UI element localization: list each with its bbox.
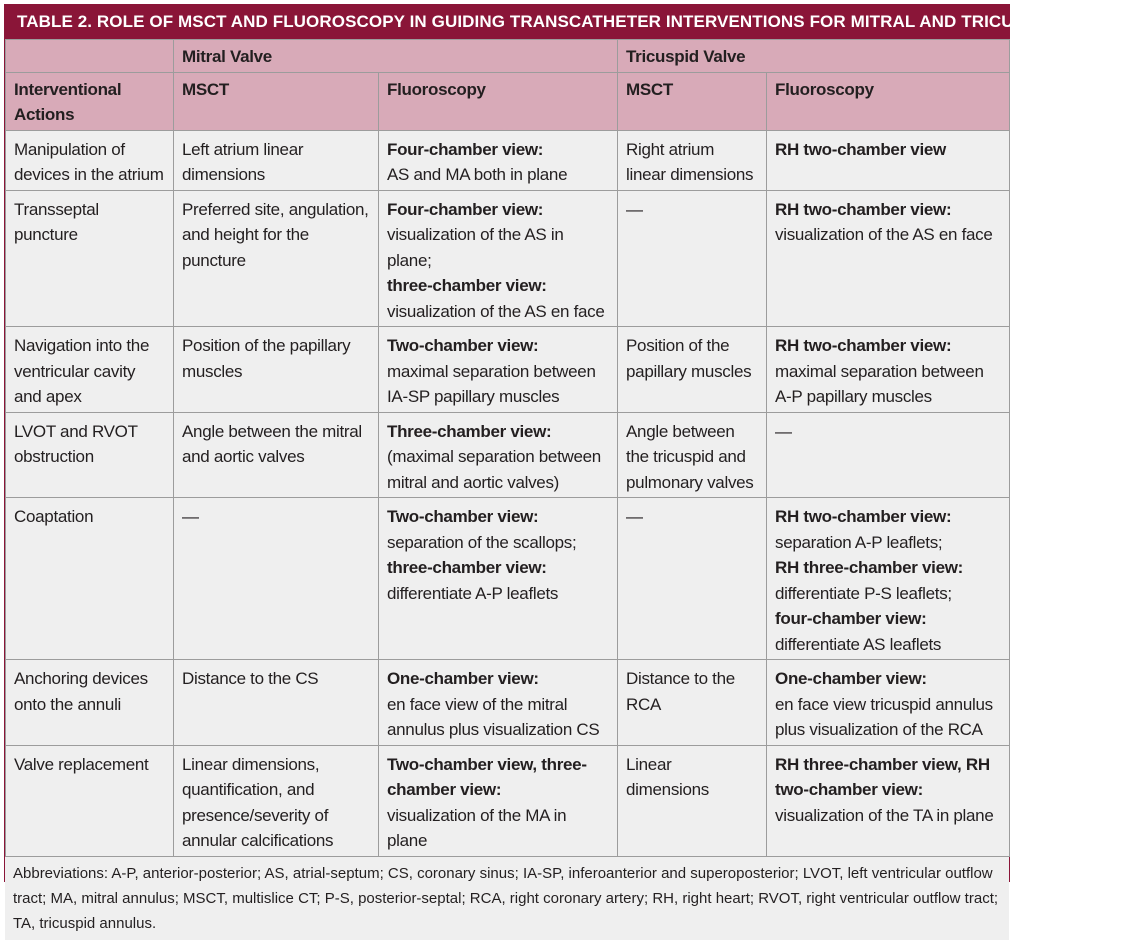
cell-mitral-msct: —	[174, 498, 379, 660]
view-description: (maximal separation between mitral and aortic valves)	[387, 447, 601, 492]
view-description: visualization of the AS in plane;	[387, 225, 564, 270]
cell-mitral-msct: Position of the papillary muscles	[174, 327, 379, 413]
view-label: One-chamber view:	[775, 669, 927, 688]
cell-interventional-action: Coaptation	[6, 498, 174, 660]
view-label: Four-chamber view:	[387, 199, 544, 219]
view-label: Four-chamber view:	[387, 139, 544, 159]
header-mitral-fluoroscopy: Fluoroscopy	[379, 72, 618, 130]
view-label: three-chamber view:	[387, 558, 547, 577]
view-description: en face view of the mitral annulus plus visualization CS	[387, 694, 600, 739]
view-label: four-chamber view:	[775, 609, 927, 628]
cell-mitral-fluoroscopy	[379, 498, 618, 660]
cell-interventional-action: Anchoring devices onto the annuli	[6, 660, 174, 746]
view-description: differentiate AS leaflets	[775, 634, 942, 654]
cell-tricuspid-fluoroscopy	[767, 660, 1010, 746]
header-interventional-actions: Interventional Actions	[6, 72, 174, 130]
cell-tricuspid-msct: Linear dimensions	[618, 745, 767, 856]
table-title: TABLE 2. ROLE OF MSCT AND FLUOROSCOPY IN GUIDING TRANSCATHETER INTERVENTIONS FOR MITRAL AND TRICUSPID VALVES	[5, 5, 1009, 39]
header-column-row	[6, 72, 1010, 130]
header-group-mitral: Mitral Valve	[174, 40, 618, 73]
cell-tricuspid-msct: —	[618, 498, 767, 660]
view-description: differentiate A-P leaflets	[387, 583, 559, 603]
cell-mitral-fluoroscopy	[379, 327, 618, 413]
view-label: RH two-chamber view	[775, 139, 946, 159]
cell-mitral-fluoroscopy	[379, 412, 618, 498]
cell-mitral-fluoroscopy	[379, 660, 618, 746]
table-row	[6, 660, 1010, 746]
view-description: maximal separation between IA-SP papillary muscles	[387, 361, 596, 406]
cell-tricuspid-msct: Right atrium linear dimensions	[618, 130, 767, 190]
cell-tricuspid-msct: —	[618, 190, 767, 327]
table-row	[6, 190, 1010, 327]
header-tricuspid-msct: MSCT	[618, 72, 767, 130]
view-description: visualization of the AS en face	[775, 225, 993, 244]
header-group-tricuspid: Tricuspid Valve	[618, 40, 1010, 73]
cell-mitral-msct: Left atrium linear dimensions	[174, 130, 379, 190]
table-frame	[4, 4, 1125, 932]
cell-interventional-action: Manipulation of devices in the atrium	[6, 130, 174, 190]
table-row	[6, 412, 1010, 498]
cell-tricuspid-fluoroscopy	[767, 412, 1010, 498]
view-label: One-chamber view:	[387, 669, 539, 688]
view-description: en face view tricuspid annulus plus visualization of the RCA	[775, 694, 993, 739]
view-label: Three-chamber view:	[387, 421, 552, 441]
view-description: differentiate P-S leaflets;	[775, 583, 952, 603]
cell-mitral-fluoroscopy	[379, 745, 618, 856]
view-description: separation A-P leaflets;	[775, 532, 943, 552]
table-row	[6, 130, 1010, 190]
cell-mitral-msct: Distance to the CS	[174, 660, 379, 746]
cell-mitral-fluoroscopy	[379, 190, 618, 327]
cell-mitral-msct: Linear dimensions, quantification, and presence/severity of annular calcifications	[174, 745, 379, 856]
cell-interventional-action: Transseptal puncture	[6, 190, 174, 327]
cell-interventional-action: Valve replacement	[6, 745, 174, 856]
table-row	[6, 745, 1010, 856]
view-description: AS and MA both in plane	[387, 165, 568, 184]
cell-mitral-msct: Angle between the mitral and aortic valves	[174, 412, 379, 498]
table-row	[6, 327, 1010, 413]
view-label: RH three-chamber view:	[775, 558, 964, 577]
view-description: maximal separation between A-P papillary muscles	[775, 361, 984, 406]
cell-tricuspid-fluoroscopy	[767, 745, 1010, 856]
cell-tricuspid-fluoroscopy	[767, 327, 1010, 413]
view-label: RH two-chamber view:	[775, 199, 952, 219]
view-description: visualization of the TA in plane	[775, 805, 994, 825]
cell-tricuspid-fluoroscopy	[767, 190, 1010, 327]
cell-tricuspid-fluoroscopy	[767, 498, 1010, 660]
header-mitral-msct: MSCT	[174, 72, 379, 130]
cell-tricuspid-msct: Distance to the RCA	[618, 660, 767, 746]
view-description: visualization of the AS en face	[387, 301, 605, 321]
cell-mitral-fluoroscopy	[379, 130, 618, 190]
header-group-row	[6, 40, 1010, 73]
cell-interventional-action: Navigation into the ventricular cavity and apex	[6, 327, 174, 413]
abbreviations-footnote: Abbreviations: A-P, anterior-posterior; AS, atrial-septum; CS, coronary sinus; IA-SP, inferoanterior and superoposterior; LVOT, left ventricular outflow tract; MA, mitral annulus; MSCT, multislice CT; P-S, posterior-septal; RCA, right coronary artery; RH, right heart; RVOT, right ventricular outflow tract; TA, tricuspid annulus.	[5, 857, 1009, 940]
view-description: visualization of the MA in plane	[387, 805, 567, 850]
cell-tricuspid-msct: Angle between the tricuspid and pulmonary valves	[618, 412, 767, 498]
view-label: Two-chamber view:	[387, 336, 539, 355]
view-label: Two-chamber view, three-chamber view:	[387, 754, 587, 799]
cell-tricuspid-fluoroscopy	[767, 130, 1010, 190]
table-row	[6, 498, 1010, 660]
cell-interventional-action: LVOT and RVOT obstruction	[6, 412, 174, 498]
data-table	[5, 39, 1010, 857]
view-description: —	[775, 421, 792, 441]
header-tricuspid-fluoroscopy: Fluoroscopy	[767, 72, 1010, 130]
header-group-empty	[6, 40, 174, 73]
view-label: RH three-chamber view, RH two-chamber view:	[775, 754, 990, 799]
view-label: Two-chamber view:	[387, 507, 539, 526]
cell-tricuspid-msct: Position of the papillary muscles	[618, 327, 767, 413]
view-label: three-chamber view:	[387, 276, 547, 295]
view-description: separation of the scallops;	[387, 532, 577, 552]
view-label: RH two-chamber view:	[775, 507, 952, 526]
view-label: RH two-chamber view:	[775, 336, 952, 355]
cell-mitral-msct: Preferred site, angulation, and height for the puncture	[174, 190, 379, 327]
